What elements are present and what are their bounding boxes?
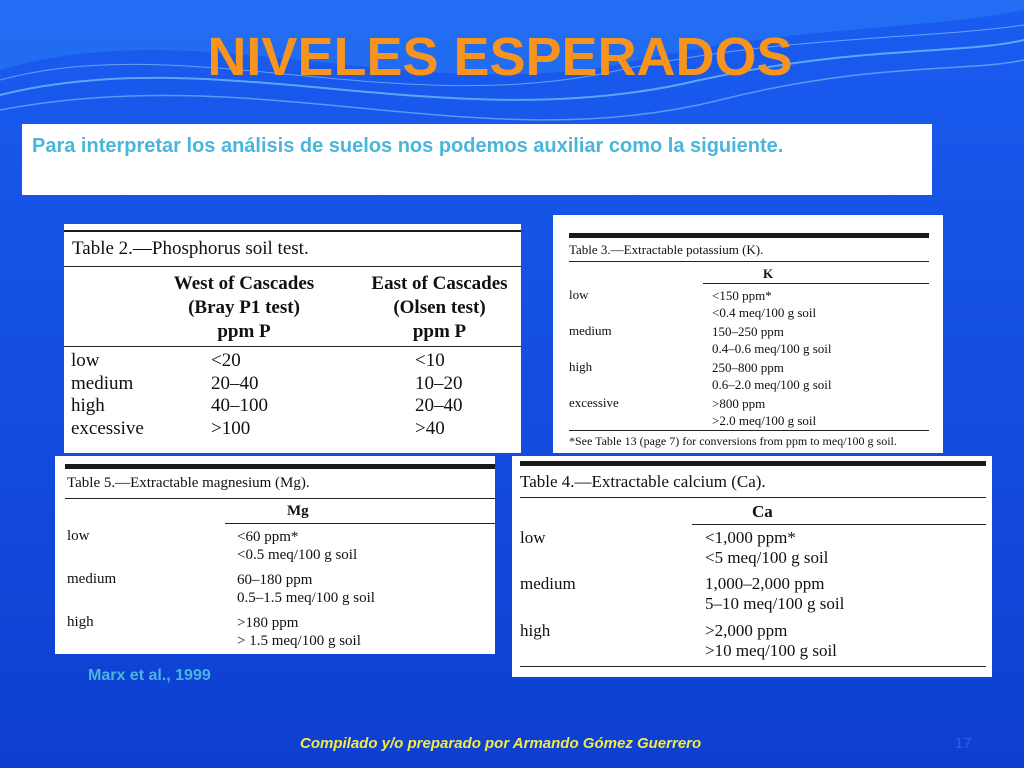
slide-title: NIVELES ESPERADOS (207, 27, 793, 87)
table-caption: Table 5.—Extractable magnesium (Mg). (67, 475, 310, 491)
row-values: 150–250 ppm 0.4–0.6 meq/100 g soil (712, 324, 832, 356)
row-label: low (67, 528, 90, 544)
row-values: <60 ppm* <0.5 meq/100 g soil (237, 529, 358, 563)
row-label: high (67, 614, 94, 630)
table-rule (64, 346, 521, 347)
row-label: medium (520, 574, 576, 593)
table-top-rule (64, 230, 521, 232)
table-rule (703, 283, 929, 284)
column-header-west: West of Cascades (Bray P1 test) ppm P (173, 273, 315, 342)
table-row: excessive >100 >40 (71, 417, 445, 439)
row-values: >180 ppm > 1.5 meq/100 g soil (237, 615, 361, 649)
row-values: <150 ppm* <0.4 meq/100 g soil (712, 288, 817, 320)
row-label: low (569, 287, 589, 302)
table-row: high 40–100 20–40 (71, 395, 463, 416)
row-label: excessive (569, 395, 619, 410)
footer-credit: Compilado y/o preparado por Armando Gómez Guerrero (300, 735, 702, 752)
table-rule (225, 523, 495, 524)
row-label: high (520, 621, 551, 640)
magnesium-table (55, 456, 495, 654)
column-header-k: K (763, 266, 774, 281)
table-rule (569, 430, 929, 431)
table-rule (692, 524, 986, 525)
table-row: medium 20–40 10–20 (71, 372, 463, 394)
row-label: low (520, 528, 546, 547)
citation: Marx et al., 1999 (88, 667, 211, 684)
table-rule (64, 266, 521, 267)
row-values: 1,000–2,000 ppm 5–10 meq/100 g soil (705, 574, 845, 613)
table-rule (520, 497, 986, 498)
table-top-rule (569, 233, 929, 238)
table-top-rule (520, 461, 986, 466)
table-rule (65, 498, 495, 499)
phosphorus-table (64, 224, 521, 453)
column-header-mg: Mg (287, 503, 309, 519)
table-top-rule (65, 464, 495, 469)
table-rule (520, 666, 986, 667)
row-label: medium (67, 571, 117, 587)
table-caption: Table 4.—Extractable calcium (Ca). (520, 472, 766, 491)
table-caption: Table 3.—Extractable potassium (K). (569, 242, 764, 257)
column-header-ca: Ca (752, 502, 773, 521)
calcium-table (512, 456, 992, 677)
row-values: 250–800 ppm 0.6–2.0 meq/100 g soil (712, 360, 832, 392)
table-caption: Table 2.—Phosphorus soil test. (72, 238, 309, 259)
row-values: 60–180 ppm 0.5–1.5 meq/100 g soil (237, 572, 375, 606)
row-values: >800 ppm >2.0 meq/100 g soil (712, 396, 817, 428)
page-number: 17 (955, 735, 972, 752)
table-rule (569, 261, 929, 262)
row-values: <1,000 ppm* <5 meq/100 g soil (705, 528, 829, 567)
intro-text: Para interpretar los análisis de suelos nos podemos auxiliar como la siguiente. (22, 124, 932, 195)
column-header-east: East of Cascades (Olsen test) ppm P (371, 273, 508, 342)
row-values: >2,000 ppm >10 meq/100 g soil (705, 621, 837, 660)
row-label: medium (569, 323, 612, 338)
table-footnote: *See Table 13 (page 7) for conversions from ppm to meq/100 g soil. (569, 434, 897, 448)
table-row: low <20 <10 (71, 350, 445, 371)
row-label: high (569, 359, 593, 374)
potassium-table (553, 215, 943, 453)
